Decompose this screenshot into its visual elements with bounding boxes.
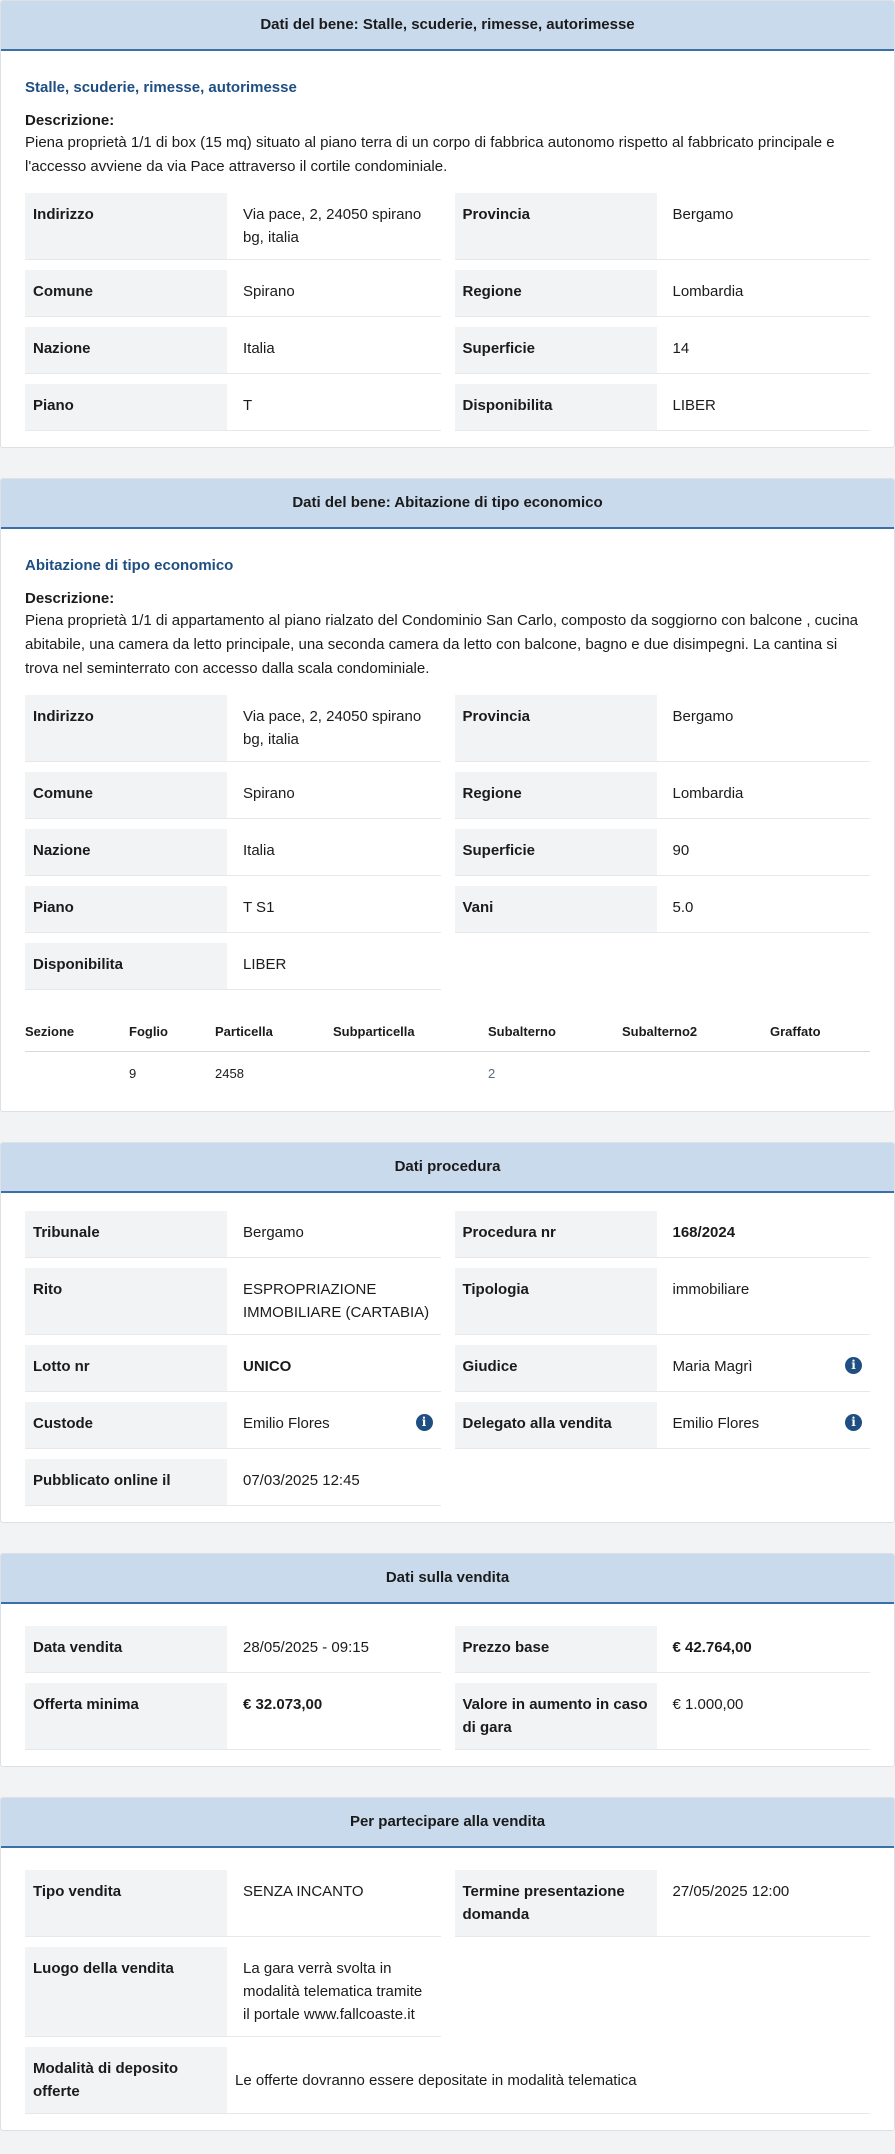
column-header: Subparticella bbox=[333, 1016, 488, 1052]
card-header: Dati del bene: Abitazione di tipo economico bbox=[1, 479, 894, 529]
field-key: Valore in aumento in caso di gara bbox=[455, 1683, 657, 1749]
field-key: Disponibilita bbox=[25, 943, 227, 989]
field-value-container bbox=[657, 1402, 871, 1448]
field-value: Emilio Flores bbox=[243, 1415, 330, 1432]
field-prezzo-base bbox=[455, 1626, 871, 1673]
column-header: Subalterno bbox=[488, 1016, 622, 1052]
field-value: 07/03/2025 12:45 bbox=[243, 1472, 360, 1489]
field-rito bbox=[25, 1268, 441, 1335]
field-superficie bbox=[455, 327, 871, 374]
field-comune bbox=[25, 270, 441, 317]
field-custode bbox=[25, 1402, 441, 1449]
sale-card bbox=[0, 1553, 895, 1767]
field-key: Provincia bbox=[455, 695, 657, 761]
field-vani bbox=[455, 886, 871, 933]
field-regione bbox=[455, 772, 871, 819]
field-value: Lombardia bbox=[672, 785, 744, 802]
field-value: Via pace, 2, 24050 spirano bg, italia bbox=[243, 206, 422, 246]
card-header: Dati sulla vendita bbox=[1, 1554, 894, 1604]
field-key: Vani bbox=[455, 886, 657, 932]
column-header: Particella bbox=[215, 1016, 333, 1052]
table-header-row bbox=[25, 1016, 870, 1052]
field-indirizzo bbox=[25, 193, 441, 260]
field-value: Italia bbox=[243, 842, 275, 859]
field-key: Indirizzo bbox=[25, 695, 227, 761]
field-value: T bbox=[243, 397, 253, 414]
field-termine bbox=[455, 1870, 871, 1937]
field-tipo-vendita bbox=[25, 1870, 441, 1937]
field-piano bbox=[25, 886, 441, 933]
field-key: Delegato alla vendita bbox=[455, 1402, 657, 1448]
field-key: Offerta minima bbox=[25, 1683, 227, 1749]
property-subtitle: Abitazione di tipo economico bbox=[25, 557, 234, 574]
field-key: Superficie bbox=[455, 327, 657, 373]
field-provincia bbox=[455, 695, 871, 762]
field-key: Pubblicato online il bbox=[25, 1459, 227, 1505]
field-value: Le offerte dovranno essere depositate in modalità telematica bbox=[235, 2071, 637, 2089]
details-grid bbox=[25, 1870, 870, 2114]
field-key: Data vendita bbox=[25, 1626, 227, 1672]
field-value: 168/2024 bbox=[672, 1224, 736, 1241]
field-tribunale bbox=[25, 1211, 441, 1258]
description-label: Descrizione: bbox=[25, 112, 115, 129]
description-text: Piena proprietà 1/1 di box (15 mq) situato al piano terra di un corpo di fabbrica autonomo rispetto al fabbricato principale e l'accesso avviene da via Pace attraverso il cortile condominiale. bbox=[25, 134, 835, 175]
details-grid bbox=[25, 1211, 870, 1506]
field-value: € 42.764,00 bbox=[672, 1639, 752, 1656]
table-cell: 2458 bbox=[215, 1066, 244, 1081]
details-grid bbox=[25, 695, 870, 990]
field-key: Nazione bbox=[25, 829, 227, 875]
field-indirizzo bbox=[25, 695, 441, 762]
field-delegato bbox=[455, 1402, 871, 1449]
field-key: Modalità di deposito offerte bbox=[25, 2047, 227, 2113]
column-header: Foglio bbox=[129, 1016, 215, 1052]
card-header: Dati procedura bbox=[1, 1143, 894, 1193]
field-luogo bbox=[25, 1947, 441, 2037]
field-key: Piano bbox=[25, 384, 227, 430]
field-key: Provincia bbox=[455, 193, 657, 259]
field-data-vendita bbox=[25, 1626, 441, 1673]
field-value: 5.0 bbox=[672, 899, 694, 916]
field-offerta-minima bbox=[25, 1683, 441, 1750]
field-value: Via pace, 2, 24050 spirano bg, italia bbox=[243, 708, 422, 748]
info-icon[interactable]: i bbox=[845, 1357, 862, 1374]
participate-card bbox=[0, 1797, 895, 2131]
field-value: SENZA INCANTO bbox=[243, 1883, 364, 1900]
column-header: Graffato bbox=[770, 1016, 870, 1052]
field-valore-aumento bbox=[455, 1683, 871, 1750]
field-key: Prezzo base bbox=[455, 1626, 657, 1672]
field-provincia bbox=[455, 193, 871, 260]
field-value-container bbox=[227, 1402, 441, 1448]
field-key: Rito bbox=[25, 1268, 227, 1334]
field-nazione bbox=[25, 829, 441, 876]
field-value: Italia bbox=[243, 340, 275, 357]
procedure-card bbox=[0, 1142, 895, 1523]
field-nazione bbox=[25, 327, 441, 374]
field-key: Procedura nr bbox=[455, 1211, 657, 1257]
field-superficie bbox=[455, 829, 871, 876]
table-cell bbox=[333, 1052, 488, 1096]
field-modalita-deposito bbox=[25, 2047, 870, 2114]
field-piano bbox=[25, 384, 441, 431]
card-header: Dati del bene: Stalle, scuderie, rimesse, autorimesse bbox=[1, 1, 894, 51]
table-cell: 2 bbox=[488, 1066, 496, 1081]
details-grid bbox=[25, 1626, 870, 1750]
field-value: 28/05/2025 - 09:15 bbox=[243, 1639, 369, 1656]
column-header: Subalterno2 bbox=[622, 1016, 770, 1052]
description-text: Piena proprietà 1/1 di appartamento al piano rialzato del Condominio San Carlo, composto da soggiorno con balcone , cucina abitabile, una camera da letto principale, una seconda camera da letto con balcone, bagno e due disimpegni. La cantina si trova nel seminterrato con accesso dalla scala condominiale. bbox=[25, 612, 859, 677]
field-value: Bergamo bbox=[672, 708, 734, 725]
table-row bbox=[25, 1052, 870, 1096]
field-value: Spirano bbox=[243, 785, 295, 802]
field-disponibilita bbox=[25, 943, 441, 990]
field-value: Lombardia bbox=[672, 283, 744, 300]
field-key: Tipologia bbox=[455, 1268, 657, 1334]
description-label: Descrizione: bbox=[25, 590, 115, 607]
field-value-container bbox=[657, 1345, 871, 1391]
field-key: Tipo vendita bbox=[25, 1870, 227, 1936]
property-card-box bbox=[0, 0, 895, 448]
field-key: Termine presentazione domanda bbox=[455, 1870, 657, 1936]
field-value: LIBER bbox=[243, 956, 287, 973]
field-value: Spirano bbox=[243, 283, 295, 300]
field-tipologia bbox=[455, 1268, 871, 1335]
field-key: Tribunale bbox=[25, 1211, 227, 1257]
field-key: Regione bbox=[455, 270, 657, 316]
info-icon[interactable]: i bbox=[416, 1414, 433, 1431]
card-header: Per partecipare alla vendita bbox=[1, 1798, 894, 1848]
field-key: Disponibilita bbox=[455, 384, 657, 430]
field-key: Custode bbox=[25, 1402, 227, 1448]
field-key: Luogo della vendita bbox=[25, 1947, 227, 2036]
field-value: LIBER bbox=[672, 397, 716, 414]
table-cell bbox=[622, 1052, 770, 1096]
field-value: Bergamo bbox=[672, 206, 734, 223]
field-comune bbox=[25, 772, 441, 819]
table-cell: 9 bbox=[129, 1066, 137, 1081]
field-key: Nazione bbox=[25, 327, 227, 373]
field-value: T S1 bbox=[243, 899, 275, 916]
field-value: 14 bbox=[672, 340, 690, 357]
table-cell bbox=[25, 1052, 129, 1096]
field-value: 90 bbox=[672, 842, 690, 859]
field-value: € 32.073,00 bbox=[243, 1696, 323, 1713]
property-subtitle: Stalle, scuderie, rimesse, autorimesse bbox=[25, 79, 297, 96]
field-key: Lotto nr bbox=[25, 1345, 227, 1391]
field-value: immobiliare bbox=[672, 1281, 750, 1298]
details-grid bbox=[25, 193, 870, 431]
column-header: Sezione bbox=[25, 1016, 129, 1052]
field-disponibilita bbox=[455, 384, 871, 431]
cadastral-table bbox=[25, 1016, 870, 1095]
field-lotto-nr bbox=[25, 1345, 441, 1392]
field-value: UNICO bbox=[243, 1358, 292, 1375]
field-procedura-nr bbox=[455, 1211, 871, 1258]
field-key: Indirizzo bbox=[25, 193, 227, 259]
field-key: Piano bbox=[25, 886, 227, 932]
field-value: Emilio Flores bbox=[672, 1415, 760, 1432]
field-value: ESPROPRIAZIONE IMMOBILIARE (CARTABIA) bbox=[243, 1281, 430, 1321]
field-giudice bbox=[455, 1345, 871, 1392]
field-value: La gara verrà svolta in modalità telematica tramite il portale www.fallcoaste.it bbox=[243, 1960, 423, 2023]
field-value: Bergamo bbox=[243, 1224, 304, 1241]
field-value: € 1.000,00 bbox=[672, 1696, 744, 1713]
field-value: 27/05/2025 12:00 bbox=[672, 1883, 790, 1900]
table-cell bbox=[770, 1052, 870, 1096]
field-pubblicato bbox=[25, 1459, 441, 1506]
field-key: Comune bbox=[25, 772, 227, 818]
field-key: Giudice bbox=[455, 1345, 657, 1391]
property-card-apartment bbox=[0, 478, 895, 1112]
field-regione bbox=[455, 270, 871, 317]
info-icon[interactable]: i bbox=[845, 1414, 862, 1431]
field-key: Comune bbox=[25, 270, 227, 316]
field-value: Maria Magrì bbox=[672, 1358, 753, 1375]
field-key: Superficie bbox=[455, 829, 657, 875]
field-key: Regione bbox=[455, 772, 657, 818]
